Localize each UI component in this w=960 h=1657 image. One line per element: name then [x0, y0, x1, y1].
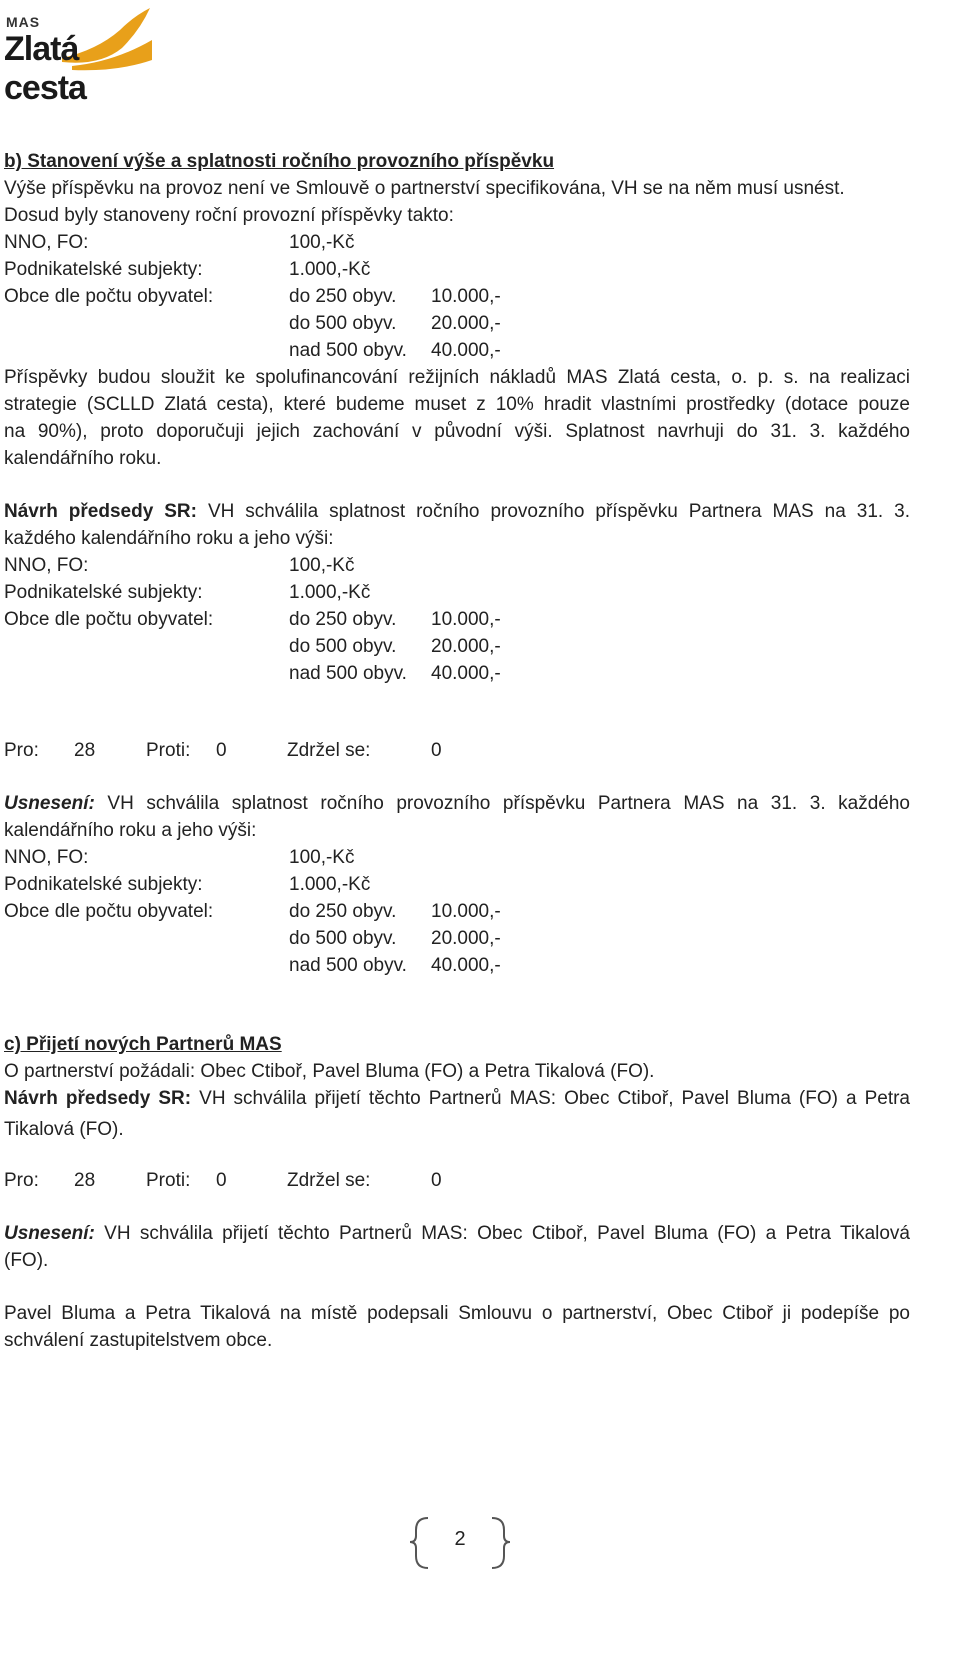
fee-row-tier2: [4, 925, 910, 952]
vote-proti-value: 0: [216, 740, 227, 761]
fee-value: 1.000,-Kč: [289, 582, 371, 603]
fee-tier-label: nad 500 obyv.: [289, 663, 407, 684]
fee-row-obce: [4, 898, 910, 925]
fee-label: NNO, FO:: [4, 232, 89, 253]
proposal-line-2: Tikalová (FO).: [4, 1119, 124, 1140]
vote-pro-label: Pro:: [4, 740, 39, 761]
fee-row-pod: [4, 579, 910, 606]
fee-value: 20.000,-: [431, 636, 501, 657]
paragraph-line: Příspěvky budou sloužit ke spolufinancování režijních nákladů MAS Zlatá cesta, o. p. s. na realizaci: [4, 367, 910, 388]
closing-line-2: schválení zastupitelstvem obce.: [4, 1330, 273, 1351]
section-b-heading: b) Stanovení výše a splatnosti ročního provozního příspěvku: [4, 151, 555, 172]
vote-zdrzel-value: 0: [431, 1170, 442, 1191]
resolution-text: VH schválila přijetí těchto Partnerů MAS: Obec Ctiboř, Pavel Bluma (FO) a Petra Tikalová: [104, 1223, 911, 1244]
vote-proti-value: 0: [216, 1170, 227, 1191]
fee-label: Podnikatelské subjekty:: [4, 582, 203, 603]
fee-value: 40.000,-: [431, 340, 501, 361]
section-b-intro: Výše příspěvku na provoz není ve Smlouvě o partnerství specifikována, VH se na něm musí usnést.: [4, 178, 845, 199]
fee-value: 100,-Kč: [289, 555, 355, 576]
logo-name-text: Zlatá cesta: [4, 30, 86, 107]
paragraph-line: na 90%), proto doporučuji jejich zachování v původní výši. Splatnost navrhuji do 31. 3. každého: [4, 421, 910, 442]
fee-row-pod: [4, 871, 910, 898]
proposal-label: Návrh předsedy SR:: [4, 1088, 192, 1109]
vote-zdrzel-label: Zdržel se:: [287, 740, 371, 761]
proposal-text: VH schválila přijetí těchto Partnerů MAS: Obec Ctiboř, Pavel Bluma (FO) a Petra: [199, 1088, 910, 1109]
proposal-line: [4, 1085, 910, 1112]
vote-zdrzel-value: 0: [431, 740, 442, 761]
resolution-label: Usnesení:: [4, 793, 95, 814]
fee-tier-label: do 250 obyv.: [289, 609, 397, 630]
proposal-label: Návrh předsedy SR:: [4, 501, 197, 522]
section-c-intro: O partnerství požádali: Obec Ctiboř, Pavel Bluma (FO) a Petra Tikalová (FO).: [4, 1061, 655, 1082]
fee-tier-label: do 250 obyv.: [289, 286, 397, 307]
fee-value: 40.000,-: [431, 663, 501, 684]
vote-pro-value: 28: [74, 1170, 96, 1191]
fee-row-nno: [4, 229, 910, 256]
resolution-line-2: (FO).: [4, 1250, 49, 1271]
fee-value: 20.000,-: [431, 928, 501, 949]
fee-row-pod: [4, 256, 910, 283]
proposal-line-2: každého kalendářního roku a jeho výši:: [4, 528, 334, 549]
proposal-text: VH schválila splatnost ročního provozního příspěvku Partnera MAS na 31. 3.: [207, 501, 910, 522]
vote-row: [4, 737, 910, 764]
fee-value: 1.000,-Kč: [289, 259, 371, 280]
vote-zdrzel-label: Zdržel se:: [287, 1170, 371, 1191]
fee-row-obce: [4, 283, 910, 310]
logo: [2, 0, 162, 107]
proposal-line: [4, 498, 910, 525]
paragraph-line: kalendářního roku.: [4, 448, 162, 469]
fee-value: 100,-Kč: [289, 847, 355, 868]
fee-label: Obce dle počtu obyvatel:: [4, 609, 214, 630]
fee-row-tier3: [4, 952, 910, 979]
resolution-line: [4, 1220, 910, 1247]
fee-tier-label: nad 500 obyv.: [289, 340, 407, 361]
paragraph-line: strategie (SCLLD Zlatá cesta), které budeme muset z 10% hradit vlastními prostředky (dotace pouze: [4, 394, 910, 415]
fee-row-tier2: [4, 633, 910, 660]
fee-row-nno: [4, 552, 910, 579]
resolution-text: VH schválila splatnost ročního provozního příspěvku Partnera MAS na 31. 3. každého: [107, 793, 910, 814]
fee-label: Podnikatelské subjekty:: [4, 259, 203, 280]
fee-tier-label: do 250 obyv.: [289, 901, 397, 922]
fee-tier-label: do 500 obyv.: [289, 928, 397, 949]
fee-label: NNO, FO:: [4, 847, 89, 868]
fee-value: 10.000,-: [431, 609, 501, 630]
vote-row: [4, 1167, 910, 1194]
vote-proti-label: Proti:: [146, 740, 191, 761]
logo-mas-text: MAS: [6, 14, 41, 30]
fee-label: NNO, FO:: [4, 555, 89, 576]
vote-pro-label: Pro:: [4, 1170, 39, 1191]
fee-tier-label: do 500 obyv.: [289, 636, 397, 657]
fee-value: 10.000,-: [431, 901, 501, 922]
fee-row-tier3: [4, 660, 910, 687]
fee-value: 1.000,-Kč: [289, 874, 371, 895]
fee-tier-label: nad 500 obyv.: [289, 955, 407, 976]
vote-proti-label: Proti:: [146, 1170, 191, 1191]
fee-value: 20.000,-: [431, 313, 501, 334]
fee-value: 10.000,-: [431, 286, 501, 307]
page-number: 2: [454, 1528, 466, 1550]
fee-row-obce: [4, 606, 910, 633]
fee-label: Obce dle počtu obyvatel:: [4, 286, 214, 307]
section-c-heading: c) Přijetí nových Partnerů MAS: [4, 1034, 282, 1055]
fee-value: 100,-Kč: [289, 232, 355, 253]
resolution-line: [4, 790, 910, 817]
fee-tier-label: do 500 obyv.: [289, 313, 397, 334]
fee-row-nno: [4, 844, 910, 871]
resolution-line-2: kalendářního roku a jeho výši:: [4, 820, 257, 841]
fee-label: Podnikatelské subjekty:: [4, 874, 203, 895]
fee-label: Obce dle počtu obyvatel:: [4, 901, 214, 922]
closing-line: Pavel Bluma a Petra Tikalová na místě podepsali Smlouvu o partnerství, Obec Ctiboř ji podepíše po: [4, 1303, 910, 1324]
fee-row-tier2: [4, 310, 910, 337]
fee-row-tier3: [4, 337, 910, 364]
resolution-label: Usnesení:: [4, 1223, 95, 1244]
vote-pro-value: 28: [74, 740, 96, 761]
fee-value: 40.000,-: [431, 955, 501, 976]
section-b-intro-2: Dosud byly stanoveny roční provozní příspěvky takto:: [4, 205, 454, 226]
